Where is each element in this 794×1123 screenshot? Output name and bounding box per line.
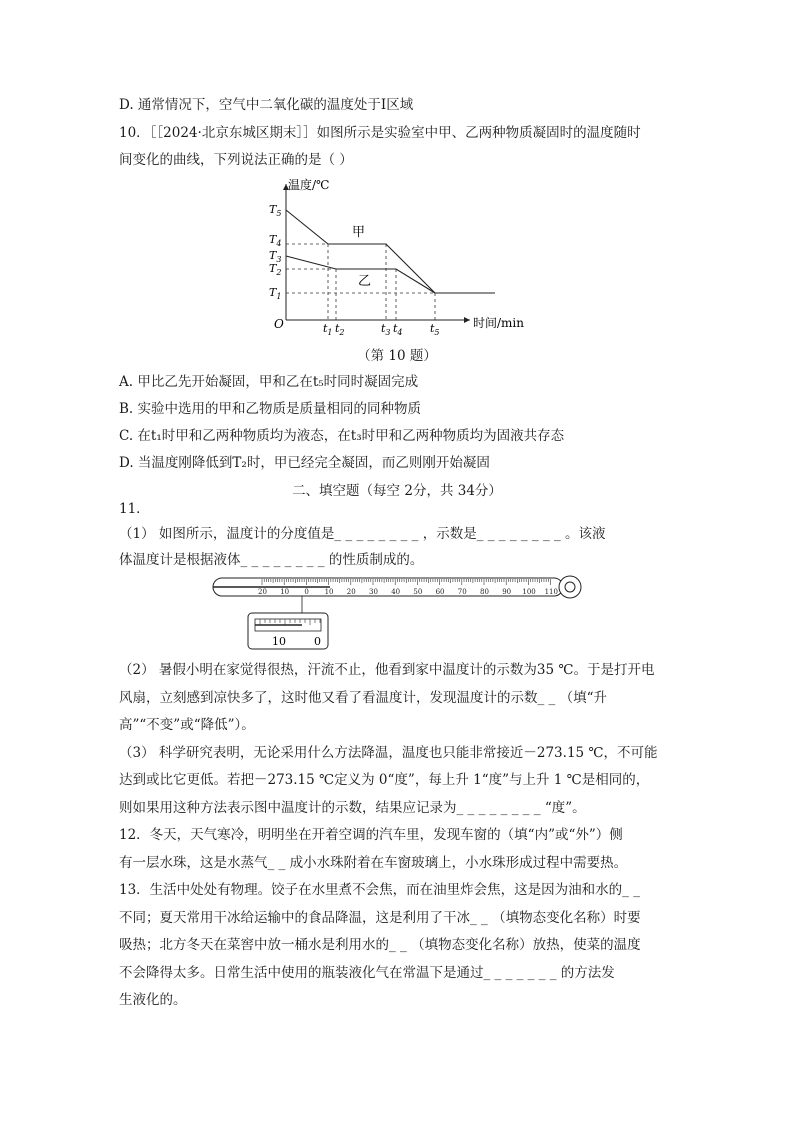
question-11-3-cont2: 则如果用这种方法表示图中温度计的示数，结果应记录为_ _ _ _ _ _ _ _ “度”。 bbox=[119, 800, 586, 816]
question-11-2: （2） 暑假小明在家觉得很热，汗流不止，他看到家中温度计的示数为35 ℃。于是打开电 bbox=[119, 662, 655, 678]
zoom-label-10: 10 bbox=[272, 635, 286, 648]
option-a: A. 甲比乙先开始凝固，甲和乙在t₅时同时凝固完成 bbox=[119, 374, 419, 390]
question-11-3: （3） 科学研究表明，无论采用什么方法降温，温度也只能非常接近－273.15 ℃，不可能 bbox=[119, 745, 658, 761]
question-11-1-cont: 体温度计是根据液体_ _ _ _ _ _ _ _ 的性质制成的。 bbox=[119, 552, 424, 568]
option-c: C. 在t₁时甲和乙两种物质均为液态，在t₃时甲和乙两种物质均为固液共存态 bbox=[119, 428, 565, 444]
section-heading: 二、填空题（每空 2分，共 34分） bbox=[292, 483, 502, 499]
zoom-label-0: 0 bbox=[314, 635, 321, 648]
label-yi: 乙 bbox=[358, 274, 372, 289]
y-tick: $T_5$ bbox=[269, 203, 282, 218]
thermometer-tick-label: 10 bbox=[324, 588, 334, 596]
question-12: 12．冬天，天气寒冷，明明坐在开着空调的汽车里，发现车窗的（填“内”或“外”）侧 bbox=[119, 827, 623, 843]
question-13: 13．生活中处处有物理。饺子在水里煮不会焦，而在油里炸会焦，这是因为油和水的_ _ bbox=[119, 882, 640, 898]
origin-label: O bbox=[274, 317, 284, 331]
x-tick: $t_2$ bbox=[335, 322, 345, 337]
option-b: B. 实验中选用的甲和乙物质是质量相同的同种物质 bbox=[119, 401, 422, 417]
question-13-cont: 不同；夏天常用干冰给运输中的食品降温，这是利用了干冰_ _ （填物态变化名称）时要 bbox=[119, 910, 641, 926]
x-tick: $t_1$ bbox=[323, 322, 333, 337]
thermometer-tick-label: 110 bbox=[544, 588, 558, 596]
x-axis-label: 时间/min bbox=[473, 316, 524, 330]
question-11-number: 11． bbox=[119, 501, 150, 517]
y-tick: $T_3$ bbox=[269, 249, 282, 264]
y-tick: $T_4$ bbox=[269, 233, 282, 248]
question-13-cont4: 生液化的。 bbox=[119, 992, 187, 1008]
thermometer-tick-label: 20 bbox=[346, 588, 356, 596]
x-tick: $t_5$ bbox=[430, 322, 440, 337]
thermometer-tick-label: 90 bbox=[502, 588, 512, 596]
question-11-2-cont2: 高”“不变”或“降低”）。 bbox=[119, 717, 255, 733]
question-13-cont3: 不会降得太多。日常生活中使用的瓶装液化气在常温下是通过_ _ _ _ _ _ _ 的方法发 bbox=[119, 965, 615, 981]
text-line: D. 通常情况下，空气中二氧化碳的温度处于Ⅰ区域 bbox=[119, 97, 414, 113]
question-10-stem: 10．［［2024·北京东城区期末］］如图所示是实验室中甲、乙两种物质凝固时的温度随时 bbox=[119, 125, 641, 141]
thermometer-tick-label: 10 bbox=[280, 588, 290, 596]
thermometer-tick-label: 0 bbox=[304, 588, 309, 596]
x-tick: $t_3$ bbox=[381, 322, 391, 337]
label-jia: 甲 bbox=[352, 225, 366, 240]
figure-caption-10: （第 10 题） bbox=[357, 348, 437, 364]
question-11-1: （1） 如图所示，温度计的分度值是_ _ _ _ _ _ _ _ ，示数是_ _ _ _ _ _ _ _ 。该液 bbox=[119, 526, 606, 542]
thermometer-tick-label: 100 bbox=[522, 588, 536, 596]
question-11-3-cont: 达到或比它更低。若把－273.15 ℃定义为 0“度”，每上升 1“度”与上升 1 ℃是相同的， bbox=[119, 772, 650, 788]
question-10-stem-cont: 间变化的曲线，下列说法正确的是（ ） bbox=[119, 152, 353, 168]
thermometer-tick-label: 60 bbox=[435, 588, 445, 596]
thermometer-tick-label: 50 bbox=[413, 588, 423, 596]
temperature-time-graph bbox=[260, 172, 540, 337]
thermometer-tick-label: 80 bbox=[480, 588, 489, 596]
question-11-2-cont: 风扇，立刻感到凉快多了，这时他又看了看温度计，发现温度计的示数_ _ （填“升 bbox=[119, 690, 607, 706]
y-axis-label: 温度/℃ bbox=[288, 178, 330, 192]
question-13-cont2: 吸热；北方冬天在菜窖中放一桶水是利用水的_ _ （填物态变化名称）放热，使菜的温度 bbox=[119, 937, 641, 953]
question-12-cont: 有一层水珠，这是水蒸气_ _ 成小水珠附着在车窗玻璃上，小水珠形成过程中需要热。 bbox=[119, 855, 628, 871]
y-tick: $T_1$ bbox=[269, 286, 282, 301]
thermometer-tick-label: 70 bbox=[457, 588, 467, 596]
thermometer-tick-label: 30 bbox=[369, 588, 378, 596]
y-tick: $T_2$ bbox=[269, 262, 282, 277]
option-d: D. 当温度刚降低到T₂时，甲已经完全凝固，而乙则刚开始凝固 bbox=[119, 455, 490, 471]
x-tick: $t_4$ bbox=[393, 322, 403, 337]
thermometer-figure bbox=[210, 575, 590, 653]
thermometer-tick-label: 20 bbox=[258, 588, 267, 596]
thermometer-tick-label: 40 bbox=[391, 588, 401, 596]
